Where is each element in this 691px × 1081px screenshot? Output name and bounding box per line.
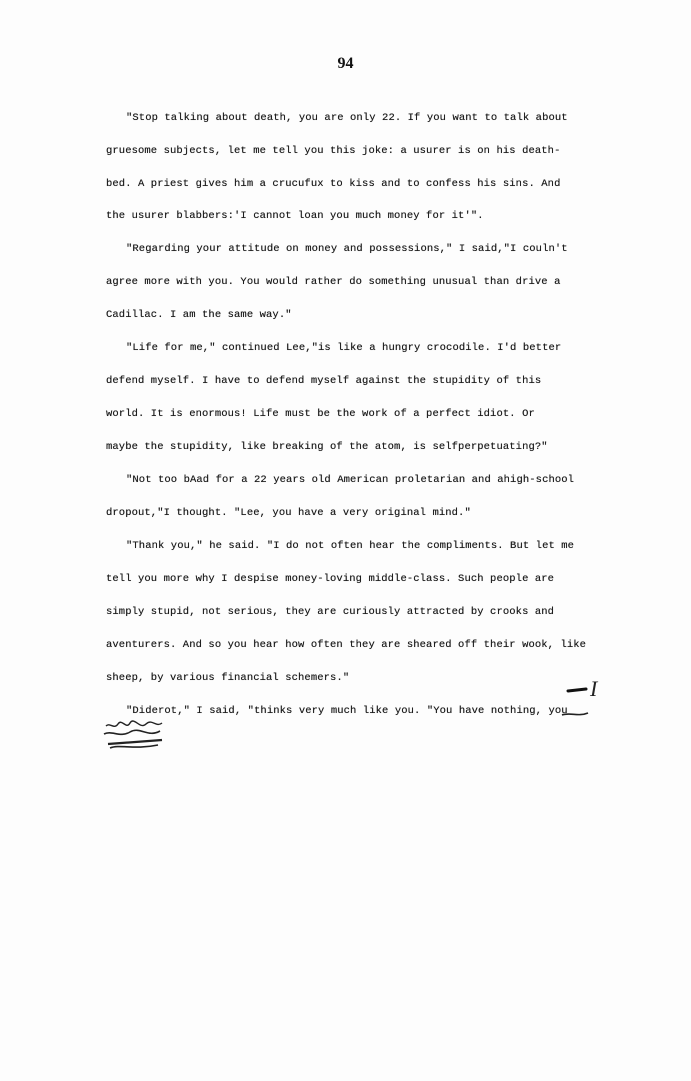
text-line-13: dropout,"I thought. "Lee, you have a very original mind." bbox=[106, 507, 471, 519]
text-line-15: tell you more why I despise money-loving middle-class. Such people are bbox=[106, 573, 555, 585]
text-line-3: bed. A priest gives him a crucufux to kiss and to confess his sins. And bbox=[106, 178, 561, 190]
text-line-10: world. It is enormous! Life must be the work of a perfect idiot. Or bbox=[106, 408, 535, 420]
text-line-1: "Stop talking about death, you are only 22. If you want to talk about bbox=[126, 112, 568, 124]
end-line-strikethrough-icon bbox=[560, 708, 590, 720]
text-line-8: "Life for me," continued Lee,"is like a hungry crocodile. I'd better bbox=[126, 342, 562, 354]
text-line-16: simply stupid, not serious, they are curiously attracted by crooks and bbox=[106, 606, 555, 618]
text-line-9: defend myself. I have to defend myself against the stupidity of this bbox=[106, 375, 542, 387]
page-number: 94 bbox=[337, 55, 354, 72]
margin-dash-icon bbox=[566, 684, 588, 696]
handwritten-scribble-icon bbox=[100, 718, 170, 754]
text-line-4: the usurer blabbers:'I cannot loan you much money for it'". bbox=[106, 210, 484, 222]
text-line-2: gruesome subjects, let me tell you this joke: a usurer is on his death- bbox=[106, 145, 561, 157]
text-line-6: agree more with you. You would rather do something unusual than drive a bbox=[106, 276, 561, 288]
text-line-19: "Diderot," I said, "thinks very much like you. "You have nothing, you bbox=[126, 705, 568, 717]
text-line-7: Cadillac. I am the same way." bbox=[106, 309, 292, 321]
margin-annotation-letter: I bbox=[590, 676, 598, 701]
text-line-14: "Thank you," he said. "I do not often hear the compliments. But let me bbox=[126, 540, 575, 552]
text-line-11: maybe the stupidity, like breaking of the atom, is selfperpetuating?" bbox=[106, 441, 548, 453]
text-line-5: "Regarding your attitude on money and possessions," I said,"I couln't bbox=[126, 243, 568, 255]
text-line-17: aventurers. And so you hear how often they are sheared off their wook, like bbox=[106, 639, 587, 651]
text-line-12: "Not too bAad for a 22 years old American proletarian and ahigh-school bbox=[126, 474, 575, 486]
text-line-18: sheep, by various financial schemers." bbox=[106, 672, 350, 684]
